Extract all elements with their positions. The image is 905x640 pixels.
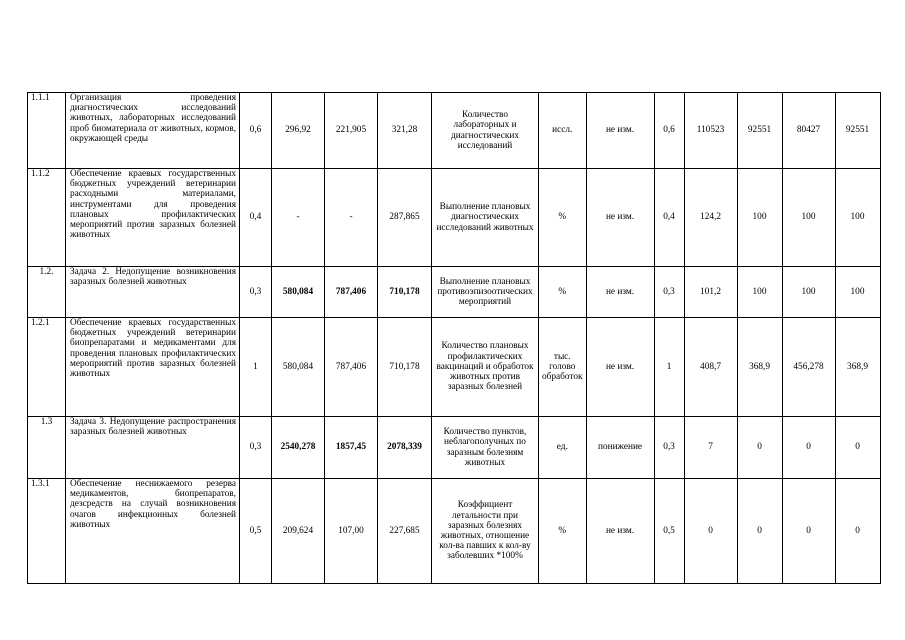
indicator-value-cell: 0 (684, 479, 737, 584)
indicator-value-cell: 101,2 (684, 267, 737, 318)
funding-cell: 287,865 (378, 169, 432, 267)
weight-cell: 0,3 (240, 417, 272, 479)
funding-cell: 227,685 (378, 479, 432, 584)
funding-cell: - (272, 169, 325, 267)
funding-cell: - (325, 169, 378, 267)
task-name: Задача 3. Недопущение распространения заразных болезней животных (66, 417, 240, 479)
table-row (28, 93, 881, 169)
indicator-value-cell: 0 (835, 479, 880, 584)
activity-name: Организация проведения диагностических исследований животных, лабораторных исследований проб биоматериала от животных, кормов, окружающей среды (66, 93, 240, 169)
row-code: 1.1.1 (28, 93, 66, 169)
indicator-value-cell: 100 (835, 267, 880, 318)
weight-cell: 0,6 (240, 93, 272, 169)
unit-cell: % (539, 267, 587, 318)
indicator-value-cell: 110523 (684, 93, 737, 169)
indicator-cell: Количество пунктов, неблагополучных по заразным болезням животных (432, 417, 539, 479)
funding-cell: 787,406 (325, 267, 378, 318)
indicator-weight-cell: 0,3 (654, 267, 684, 318)
indicator-value-cell: 92551 (835, 93, 880, 169)
row-code: 1.3.1 (28, 479, 66, 584)
unit-cell: иссл. (539, 93, 587, 169)
activity-name: Обеспечение краевых государственных бюджетных учреждений ветеринарии расходными материалами, инструментами для проведения плановых профилактических мероприятий против заразных болезней животных (66, 169, 240, 267)
weight-cell: 0,5 (240, 479, 272, 584)
trend-cell: не изм. (586, 267, 654, 318)
unit-cell: % (539, 479, 587, 584)
indicator-value-cell: 100 (782, 169, 835, 267)
indicator-value-cell: 0 (782, 417, 835, 479)
indicator-weight-cell: 1 (654, 318, 684, 417)
trend-cell: не изм. (586, 479, 654, 584)
weight-cell: 1 (240, 318, 272, 417)
indicator-cell: Коэффициент летальности при заразных болезнях животных, отношение кол-ва павших к кол-ву заболевших *100% (432, 479, 539, 584)
table-row (28, 417, 881, 479)
indicator-cell: Количество плановых профилактических вакцинаций и обработок животных против заразных болезней (432, 318, 539, 417)
funding-cell: 710,178 (378, 318, 432, 417)
indicator-weight-cell: 0,5 (654, 479, 684, 584)
funding-cell: 710,178 (378, 267, 432, 318)
indicator-value-cell: 368,9 (835, 318, 880, 417)
program-activities-table (27, 92, 881, 584)
indicator-weight-cell: 0,4 (654, 169, 684, 267)
indicator-value-cell: 100 (737, 169, 782, 267)
indicator-value-cell: 368,9 (737, 318, 782, 417)
indicator-value-cell: 124,2 (684, 169, 737, 267)
funding-cell: 580,084 (272, 267, 325, 318)
indicator-value-cell: 408,7 (684, 318, 737, 417)
table-row (28, 479, 881, 584)
funding-cell: 2078,339 (378, 417, 432, 479)
indicator-weight-cell: 0,6 (654, 93, 684, 169)
indicator-cell: Количество лабораторных и диагностических исследований (432, 93, 539, 169)
funding-cell: 107,00 (325, 479, 378, 584)
funding-cell: 1857,45 (325, 417, 378, 479)
indicator-value-cell: 92551 (737, 93, 782, 169)
trend-cell: не изм. (586, 169, 654, 267)
trend-cell: не изм. (586, 318, 654, 417)
table-row (28, 169, 881, 267)
indicator-value-cell: 456,278 (782, 318, 835, 417)
funding-cell: 296,92 (272, 93, 325, 169)
row-code: 1.2. (28, 267, 66, 318)
indicator-value-cell: 0 (782, 479, 835, 584)
activity-name: Обеспечение неснижаемого резерва медикаментов, биопрепаратов, дезсредств на случай возникновения очагов инфекционных болезней животных (66, 479, 240, 584)
unit-cell: % (539, 169, 587, 267)
indicator-value-cell: 0 (737, 417, 782, 479)
table-row (28, 318, 881, 417)
indicator-value-cell: 0 (835, 417, 880, 479)
indicator-weight-cell: 0,3 (654, 417, 684, 479)
trend-cell: понижение (586, 417, 654, 479)
indicator-cell: Выполнение плановых противоэпизоотических мероприятий (432, 267, 539, 318)
indicator-cell: Выполнение плановых диагностических исследований животных (432, 169, 539, 267)
indicator-value-cell: 100 (737, 267, 782, 318)
indicator-value-cell: 80427 (782, 93, 835, 169)
indicator-value-cell: 100 (782, 267, 835, 318)
row-code: 1.2.1 (28, 318, 66, 417)
funding-cell: 209,624 (272, 479, 325, 584)
task-name: Задача 2. Недопущение возникновения заразных болезней животных (66, 267, 240, 318)
trend-cell: не изм. (586, 93, 654, 169)
weight-cell: 0,3 (240, 267, 272, 318)
indicator-value-cell: 0 (737, 479, 782, 584)
row-code: 1.1.2 (28, 169, 66, 267)
funding-cell: 2540,278 (272, 417, 325, 479)
funding-cell: 787,406 (325, 318, 378, 417)
unit-cell: тыс. голово обработок (539, 318, 587, 417)
table-row (28, 267, 881, 318)
weight-cell: 0,4 (240, 169, 272, 267)
row-code: 1.3 (28, 417, 66, 479)
funding-cell: 321,28 (378, 93, 432, 169)
activity-name: Обеспечение краевых государственных бюджетных учреждений ветеринарии биопрепаратами и медикаментами для проведения плановых профилактических мероприятий против заразных болезней животных (66, 318, 240, 417)
indicator-value-cell: 7 (684, 417, 737, 479)
indicator-value-cell: 100 (835, 169, 880, 267)
unit-cell: ед. (539, 417, 587, 479)
funding-cell: 221,905 (325, 93, 378, 169)
funding-cell: 580,084 (272, 318, 325, 417)
